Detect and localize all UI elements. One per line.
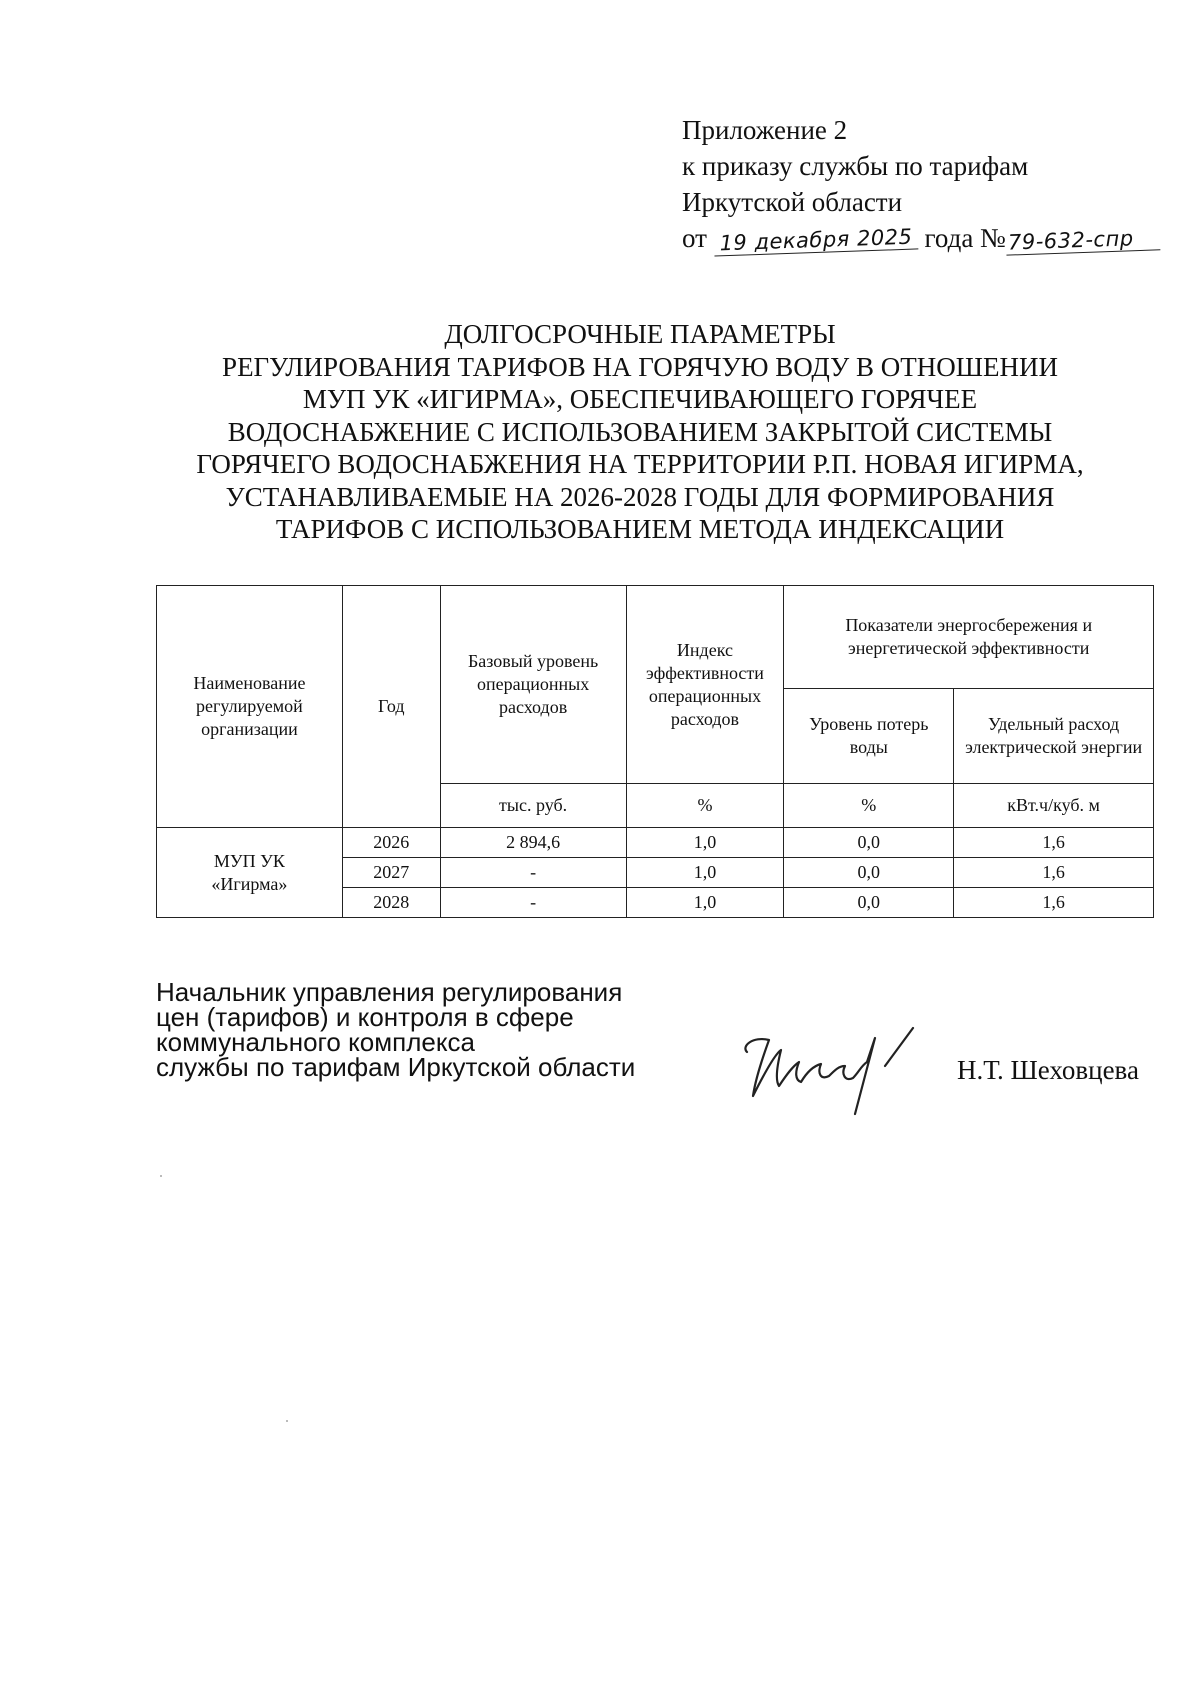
cell-losses: 0,0 [784,828,954,858]
parameters-table [156,585,1154,918]
cell-losses: 0,0 [784,888,954,918]
title-line-5: ГОРЯЧЕГО ВОДОСНАБЖЕНИЯ НА ТЕРРИТОРИИ Р.П. НОВАЯ ИГИРМА, [196,449,1084,479]
year-word: года № [924,223,1006,253]
title-line-4: ВОДОСНАБЖЕНИЕ С ИСПОЛЬЗОВАНИЕМ ЗАКРЫТОЙ СИСТЕМЫ [227,416,1053,447]
header-year: Год [342,586,440,828]
org-name-line-1: МУП УК [213,850,285,871]
cell-electricity: 1,6 [954,828,1154,858]
cell-index: 1,0 [626,888,784,918]
signature-block [156,977,636,1082]
handwritten-order-number: 79-632-спр [1005,225,1160,255]
cell-year: 2028 [342,888,440,918]
header-electricity: Удельный расход электрической энергии [954,689,1154,784]
cell-base: 2 894,6 [440,828,626,858]
cell-year: 2026 [342,828,440,858]
title-line-2: РЕГУЛИРОВАНИЯ ТАРИФОВ НА ГОРЯЧУЮ ВОДУ В ОТНОШЕНИИ [222,351,1058,382]
scan-speck [286,1420,288,1422]
title-line-6: УСТАНАВЛИВАЕМЫЕ НА 2026-2028 ГОДЫ ДЛЯ ФОРМИРОВАНИЯ [225,481,1055,512]
title-line-3: МУП УК «ИГИРМА», ОБЕСПЕЧИВАЮЩЕГО ГОРЯЧЕЕ [302,384,978,414]
document-title [160,318,1120,546]
header-org: Наименование регулируемой организации [157,586,343,828]
unit-base: тыс. руб. [440,784,626,828]
position-line-1: Начальник управления регулирования [156,977,623,1007]
scan-speck [160,1175,162,1177]
header-water-losses: Уровень потерь воды [784,689,954,784]
handwritten-signature [735,1010,955,1120]
handwritten-date: 19 декабря 2025 [713,224,918,256]
signer-name: Н.Т. Шеховцева [957,1055,1139,1085]
cell-year: 2027 [342,858,440,888]
appendix-date-line [682,220,1160,256]
title-line-1: ДОЛГОСРОЧНЫЕ ПАРАМЕТРЫ [444,319,836,349]
header-base-level: Базовый уровень операционных расходов [440,586,626,784]
position-line-3: коммунального комплекса [156,1027,475,1057]
appendix-order-line: к приказу службы по тарифам [682,151,1029,181]
unit-index: % [626,784,784,828]
cell-electricity: 1,6 [954,888,1154,918]
unit-electricity: кВт.ч/куб. м [954,784,1154,828]
header-energy-group: Показатели энергосбережения и энергетической эффективности [784,586,1154,689]
cell-base: - [440,888,626,918]
cell-index: 1,0 [626,858,784,888]
position-line-4: службы по тарифам Иркутской области [156,1052,636,1082]
title-line-7: ТАРИФОВ С ИСПОЛЬЗОВАНИЕМ МЕТОДА ИНДЕКСАЦИИ [275,514,1005,544]
appendix-header [682,112,1160,256]
table-row [157,828,1154,858]
cell-electricity: 1,6 [954,858,1154,888]
cell-losses: 0,0 [784,858,954,888]
cell-index: 1,0 [626,828,784,858]
unit-losses: % [784,784,954,828]
org-name-cell [157,828,343,918]
cell-base: - [440,858,626,888]
org-name-line-2: «Игирма» [211,873,288,894]
appendix-title: Приложение 2 [682,115,848,145]
appendix-region-line: Иркутской области [682,187,903,217]
date-prefix: от [682,223,707,253]
position-line-2: цен (тарифов) и контроля в сфере [156,1002,574,1032]
header-efficiency-index: Индекс эффективности операционных расходов [626,586,784,784]
